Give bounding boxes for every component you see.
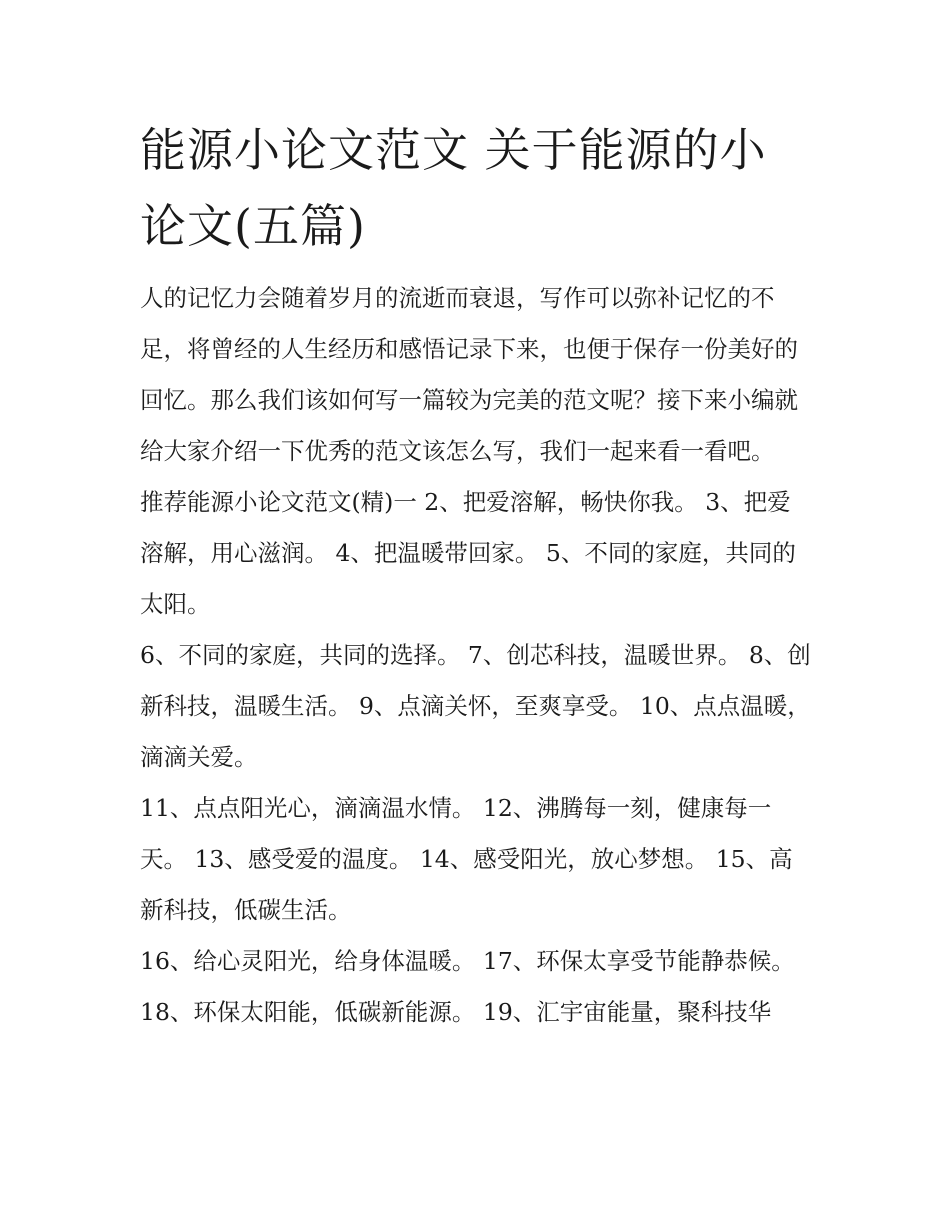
slogan-paragraph-1: 推荐能源小论文范文(精)一 2、把爱溶解，畅快你我。 3、把爱溶解，用心滋润。 4、把温暖带回家。 5、不同的家庭，共同的太阳。 xyxy=(140,488,796,618)
slogan-paragraph-2: 6、不同的家庭，共同的选择。 7、创芯科技，温暖世界。 8、创新科技，温暖生活。 9、点滴关怀，至爽享受。 10、点点温暖，滴滴关爱。 xyxy=(140,641,811,771)
slogan-paragraph-3: 11、点点阳光心，滴滴温水情。 12、沸腾每一刻，健康每一天。 13、感受爱的温度。 14、感受阳光，放心梦想。 15、高新科技，低碳生活。 xyxy=(140,794,793,924)
slogan-paragraph-4: 16、给心灵阳光，给身体温暖。 17、环保太享受节能静恭候。 18、环保太阳能，低碳新能源。 19、汇宇宙能量，聚科技华 xyxy=(140,947,795,1026)
document-page xyxy=(140,112,812,1038)
document-body xyxy=(140,273,812,1038)
intro-paragraph: 人的记忆力会随着岁月的流逝而衰退，写作可以弥补记忆的不足，将曾经的人生经历和感悟记录下来，也便于保存一份美好的回忆。那么我们该如何写一篇较为完美的范文呢？接下来小编就给大家介绍一下优秀的范文该怎么写，我们一起来看一看吧。 xyxy=(140,284,798,465)
document-title: 能源小论文范文 关于能源的小论文(五篇) xyxy=(140,123,767,253)
